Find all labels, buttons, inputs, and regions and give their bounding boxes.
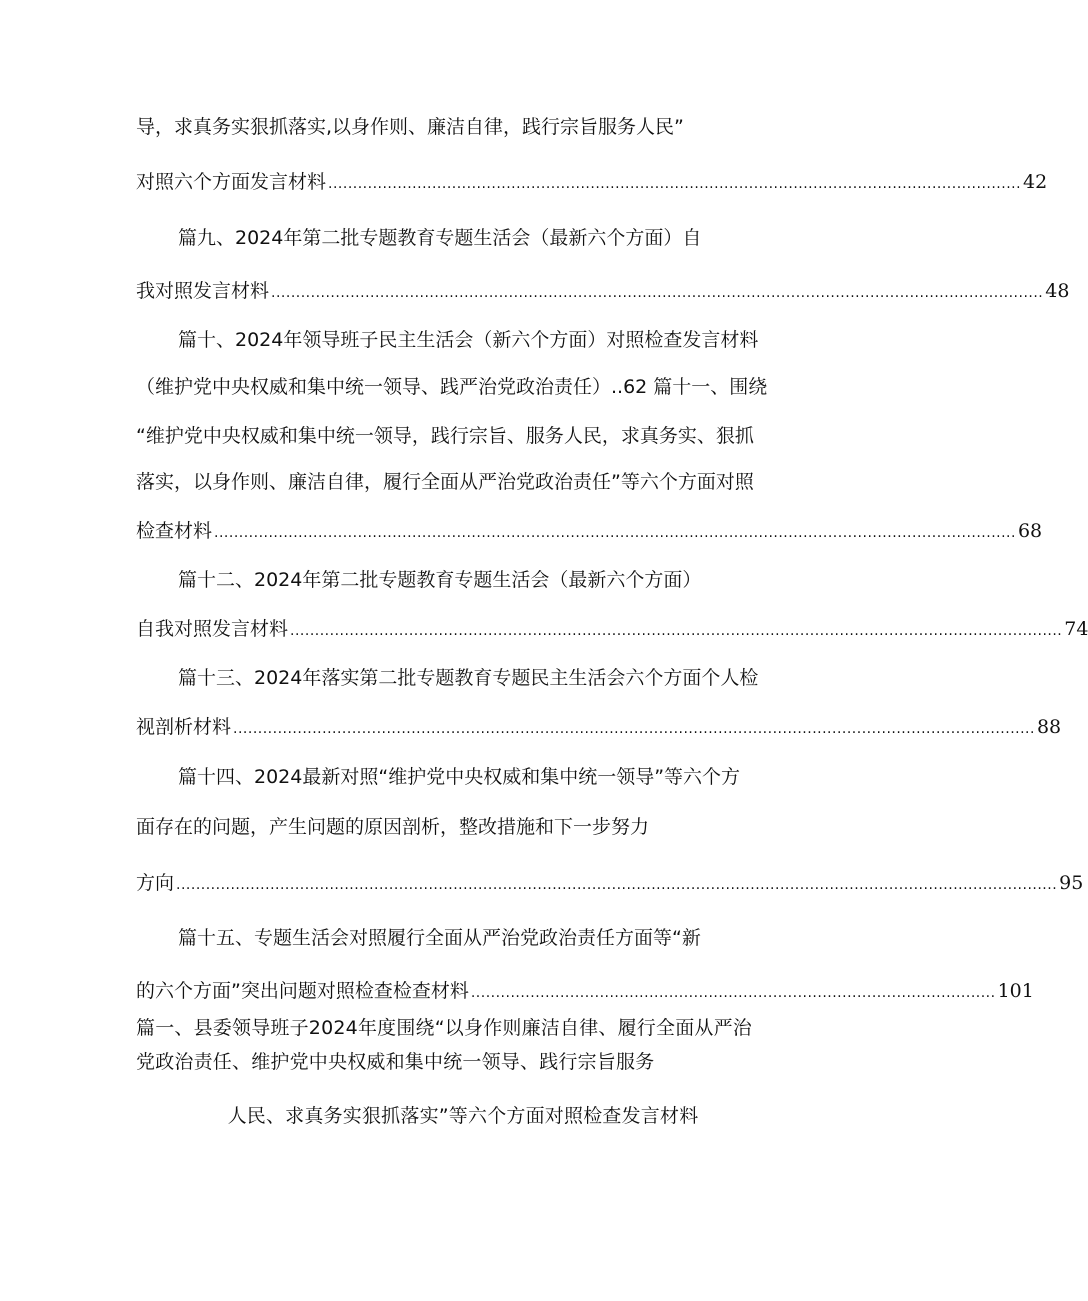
toc-line: （维护党中央权威和集中统一领导、践严治党政治责任）..62 篇十一、围绕 — [136, 376, 768, 398]
toc-entry-title: 检查材料 — [136, 520, 213, 542]
toc-entry-title: 我对照发言材料 — [136, 280, 270, 302]
section-heading-line: 党政治责任、维护党中央权威和集中统一领导、践行宗旨服务 — [136, 1051, 655, 1073]
toc-page-number: 88 — [1036, 716, 1062, 738]
toc-page-number: 74 — [1064, 618, 1088, 640]
toc-entry[interactable] — [136, 978, 1034, 1006]
toc-line: 落实，以身作则、廉洁自律，履行全面从严治党政治责任”等六个方面对照 — [136, 471, 754, 493]
dot-leader: .................................................................................................................................................................. — [233, 721, 1035, 737]
toc-entry-title: 自我对照发言材料 — [136, 618, 289, 640]
toc-entry[interactable] — [136, 169, 1048, 197]
dot-leader: ............................................................................................................................................ — [328, 176, 1022, 192]
toc-line: 导，求真务实狠抓落实,以身作则、廉洁自律，践行宗旨服务人民” — [136, 116, 684, 138]
toc-line: 篇九、2024年第二批专题教育专题生活会（最新六个方面）自 — [178, 227, 702, 249]
toc-entry-title: 对照六个方面发言材料 — [136, 171, 327, 193]
toc-page-number: 101 — [997, 980, 1034, 1002]
toc-entry-title: 的六个方面”突出问题对照检查检查材料 — [136, 980, 469, 1002]
toc-page-number: 48 — [1045, 280, 1070, 302]
toc-entry[interactable] — [136, 870, 1084, 898]
toc-line: 篇十二、2024年第二批专题教育专题生活会（最新六个方面） — [178, 569, 702, 591]
toc-page-number: 68 — [1017, 520, 1043, 542]
dot-leader: ............................................................................................................................................................ — [290, 623, 1063, 639]
section-heading-line: 人民、求真务实狠抓落实”等六个方面对照检查发言材料 — [227, 1105, 699, 1127]
section-heading-line: 篇一、县委领导班子2024年度围绕“以身作则廉洁自律、履行全面从严治 — [136, 1017, 752, 1039]
toc-line: 篇十三、2024年落实第二批专题教育专题民主生活会六个方面个人检 — [178, 667, 759, 689]
toc-entry[interactable] — [136, 278, 1070, 306]
toc-entry-title: 方向 — [136, 872, 175, 894]
toc-line: 篇十、2024年领导班子民主生活会（新六个方面）对照检查发言材料 — [178, 329, 759, 351]
toc-entry[interactable] — [136, 616, 1088, 644]
toc-line: 篇十四、2024最新对照“维护党中央权威和集中统一领导”等六个方 — [178, 766, 741, 788]
dot-leader: .......................................................................................................... — [470, 985, 996, 1001]
toc-entry[interactable] — [136, 714, 1062, 742]
toc-line: “维护党中央权威和集中统一领导，践行宗旨、服务人民，求真务实、狠抓 — [136, 425, 754, 447]
dot-leader: ............................................................................................................................................................ — [271, 285, 1044, 301]
dot-leader: .................................................................................................................................................................................. — [176, 877, 1058, 893]
toc-page-number: 42 — [1023, 171, 1048, 193]
toc-line: 篇十五、专题生活会对照履行全面从严治党政治责任方面等“新 — [178, 927, 701, 949]
toc-entry[interactable] — [136, 518, 1043, 546]
dot-leader: .................................................................................................................................................................. — [214, 525, 1016, 541]
toc-line: 面存在的问题，产生问题的原因剖析，整改措施和下一步努力 — [136, 816, 650, 838]
toc-entry-title: 视剖析材料 — [136, 716, 232, 738]
toc-page-number: 95 — [1059, 872, 1084, 894]
